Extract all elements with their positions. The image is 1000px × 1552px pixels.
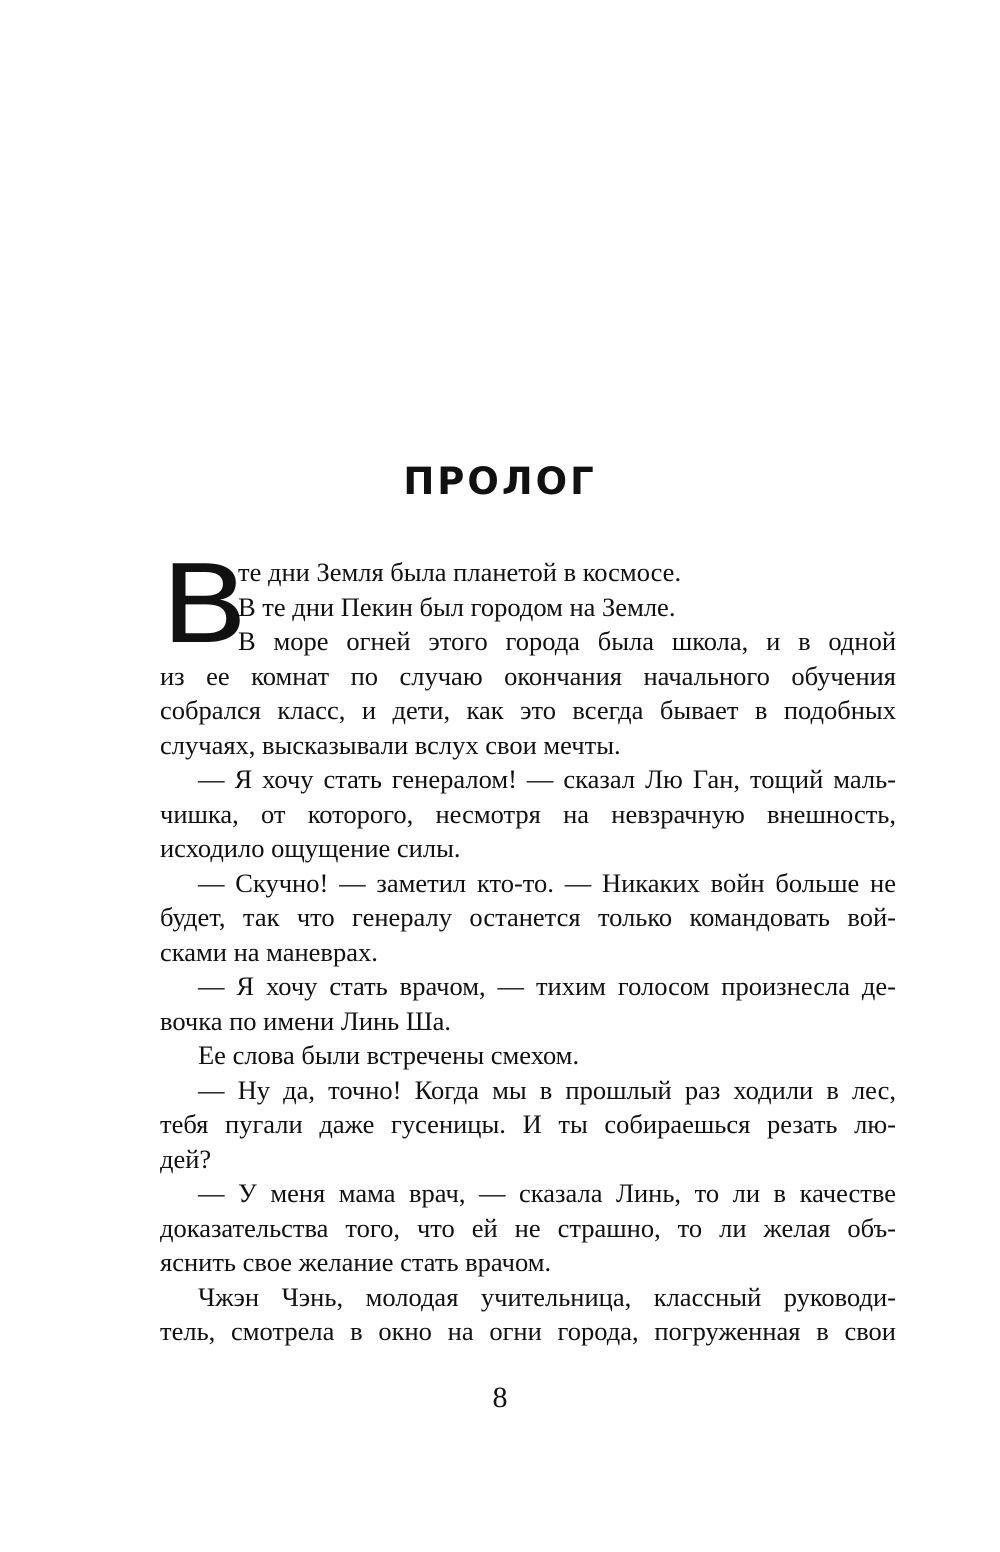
text-line: сками на маневрах. [160,936,378,967]
text-line: — Ну да, точно! Когда мы в прошлый раз ходили в лес, [198,1074,896,1105]
text-line: — Я хочу стать генералом! — сказал Лю Ган, тощий маль- [198,764,896,794]
text-line: Ее слова были встречены смехом. [198,1040,580,1070]
text-line: — У меня мама врач, — сказала Линь, то ли в качестве [198,1178,896,1208]
text-line: — Скучно! — заметил кто-то. — Никаких войн больше не [198,867,896,898]
text-line: тебя пугали даже гусеницы. И ты собираешься резать лю- [160,1109,896,1139]
page-number: 8 [492,1381,508,1414]
text-line: исходило ощущение силы. [160,833,461,863]
text-line: будет, так что генералу останется только командовать вой- [160,902,896,932]
text-line: В те дни Пекин был городом на Земле. [238,591,676,622]
text-line: Чжэн Чэнь, молодая учительница, классный руководи- [198,1281,896,1312]
text-line: вочка по имени Линь Ша. [160,1005,452,1036]
text-line: доказательства того, что ей не страшно, то ли желая объ- [160,1212,896,1243]
text-line: тель, смотрела в окно на огни города, погруженная в свои [160,1316,896,1346]
text-line: дей? [160,1143,212,1174]
text-line: — Я хочу стать врачом, — тихим голосом произнесла де- [198,971,896,1001]
text-line: чишка, от которого, несмотря на невзрачную внешность, [160,798,896,829]
text-line: собрался класс, и дети, как это всегда бывает в подобных [160,695,896,725]
text-line: яснить свое желание стать врачом. [160,1247,552,1277]
text-line: случаях, высказывали вслух свои мечты. [160,729,621,760]
chapter-title: ПРОЛОГ [403,460,597,503]
drop-cap: В [160,543,249,668]
text-line: из ее комнат по случаю окончания начального обучения [160,660,896,691]
text-line: В море огней этого города была школа, и в одной [238,626,896,656]
body-text [160,543,896,1349]
text-line: те дни Земля была планетой в космосе. [238,557,682,587]
